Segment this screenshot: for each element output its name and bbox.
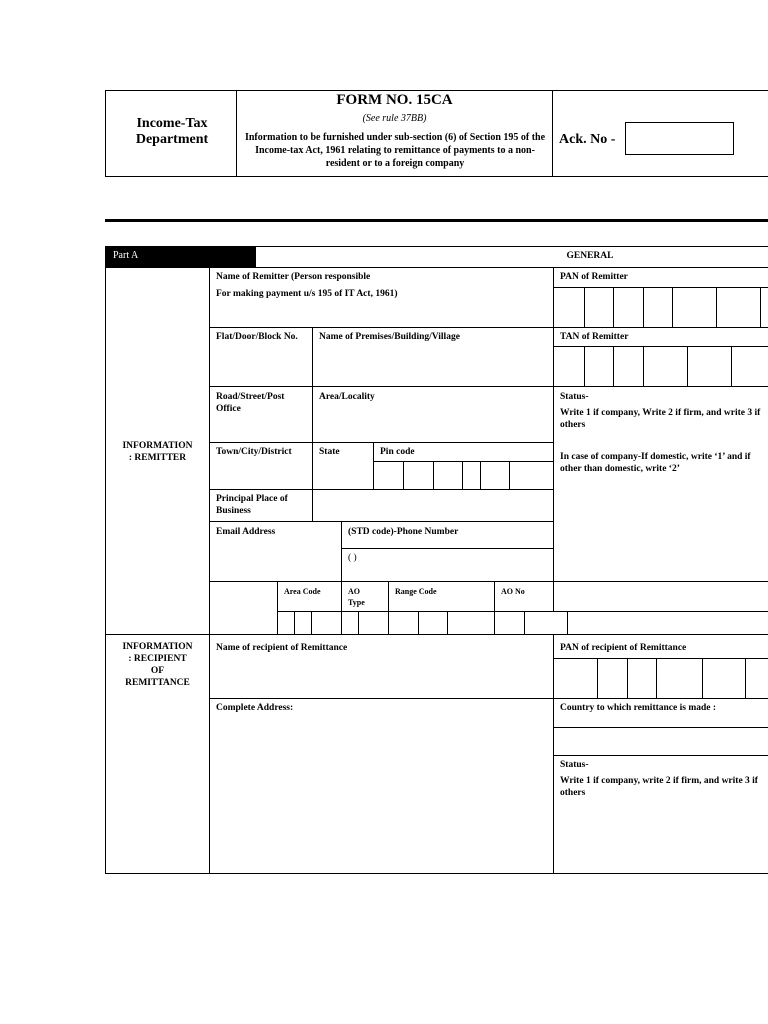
premises-input[interactable]: [315, 346, 551, 384]
town-label: Town/City/District: [216, 447, 292, 457]
pin-code-input[interactable]: [374, 462, 552, 488]
recipient-status-text: Write 1 if company, write 2 if firm, and write 3 if others: [560, 776, 758, 798]
flat-label: Flat/Door/Block No.: [216, 332, 298, 342]
remitter-section-label: INFORMATION : REMITTER: [122, 441, 193, 463]
country-input[interactable]: [554, 728, 768, 754]
form-left-border: [105, 246, 106, 874]
general-label: GENERAL: [566, 251, 614, 261]
section-label-divider: [209, 267, 210, 874]
part-a-label: Part A: [113, 250, 139, 261]
tan-remitter-label: TAN of Remitter: [560, 332, 629, 342]
phone-input[interactable]: [342, 549, 552, 580]
remitter-name-label-2: For making payment u/s 195 of IT Act, 1961): [216, 289, 398, 299]
premises-label: Name of Premises/Building/Village: [319, 332, 460, 342]
phone-label: (STD code)-Phone Number: [348, 527, 459, 537]
ao-type-label: AO Type: [348, 587, 365, 607]
header-divider: [552, 90, 553, 177]
flat-input[interactable]: [212, 346, 310, 384]
area-code-label: Area Code: [284, 587, 321, 596]
principal-place-label: Principal Place of Business: [216, 494, 288, 516]
recipient-name-label: Name of recipient of Remittance: [216, 643, 348, 653]
address-label: Complete Address:: [216, 703, 294, 713]
remitter-status-label: Status-: [560, 392, 589, 402]
pan-remitter-label: PAN of Remitter: [560, 272, 628, 282]
remitter-name-label: Name of Remitter (Person responsible: [216, 272, 371, 282]
department-label: Income-Tax Department: [135, 116, 209, 147]
address-input[interactable]: [212, 718, 551, 870]
form-number: FORM NO. 15CA: [336, 92, 453, 108]
email-label: Email Address: [216, 527, 276, 537]
recipient-name-input[interactable]: [212, 657, 551, 695]
phone-area-paren: ( ): [348, 553, 357, 563]
road-label: Road/Street/Post Office: [216, 392, 285, 414]
pan-remitter-input[interactable]: [554, 288, 768, 326]
form-description: Information to be furnished under sub-section (6) of Section 195 of the Income-tax Act, 1961 relating to remittance of payments to a non-resident or to a foreign company: [244, 132, 546, 169]
recipient-section-label: INFORMATION : RECIPIENT OF REMITTANCE: [122, 642, 193, 688]
range-code-label: Range Code: [395, 587, 437, 596]
area-locality-label: Area/Locality: [319, 392, 375, 402]
form-bottom-border: [105, 873, 768, 874]
ao-no-label: AO No: [501, 587, 525, 596]
pan-recipient-label: PAN of recipient of Remittance: [560, 643, 687, 653]
rule-reference: (See rule 37BB): [362, 113, 427, 124]
pan-recipient-input[interactable]: [554, 659, 768, 697]
company-status-text: In case of company-If domestic, write ‘1’ and if other than domestic, write ‘2’: [560, 452, 751, 474]
area-locality-input[interactable]: [315, 406, 551, 440]
tan-remitter-input[interactable]: [554, 347, 768, 385]
remitter-status-text: Write 1 if company, Write 2 if firm, and write 3 if others: [560, 408, 761, 430]
state-label: State: [319, 447, 340, 457]
principal-place-input[interactable]: [315, 491, 551, 519]
ack-number-input[interactable]: [625, 122, 734, 155]
ack-label: Ack. No -: [559, 132, 616, 147]
country-label: Country to which remittance is made :: [560, 703, 717, 713]
recipient-status-label: Status-: [560, 760, 589, 770]
section-divider: [105, 634, 768, 635]
pin-code-label: Pin code: [380, 447, 415, 457]
remitter-name-input[interactable]: [212, 303, 551, 325]
separator-rule: [105, 219, 768, 222]
email-input[interactable]: [212, 541, 339, 579]
